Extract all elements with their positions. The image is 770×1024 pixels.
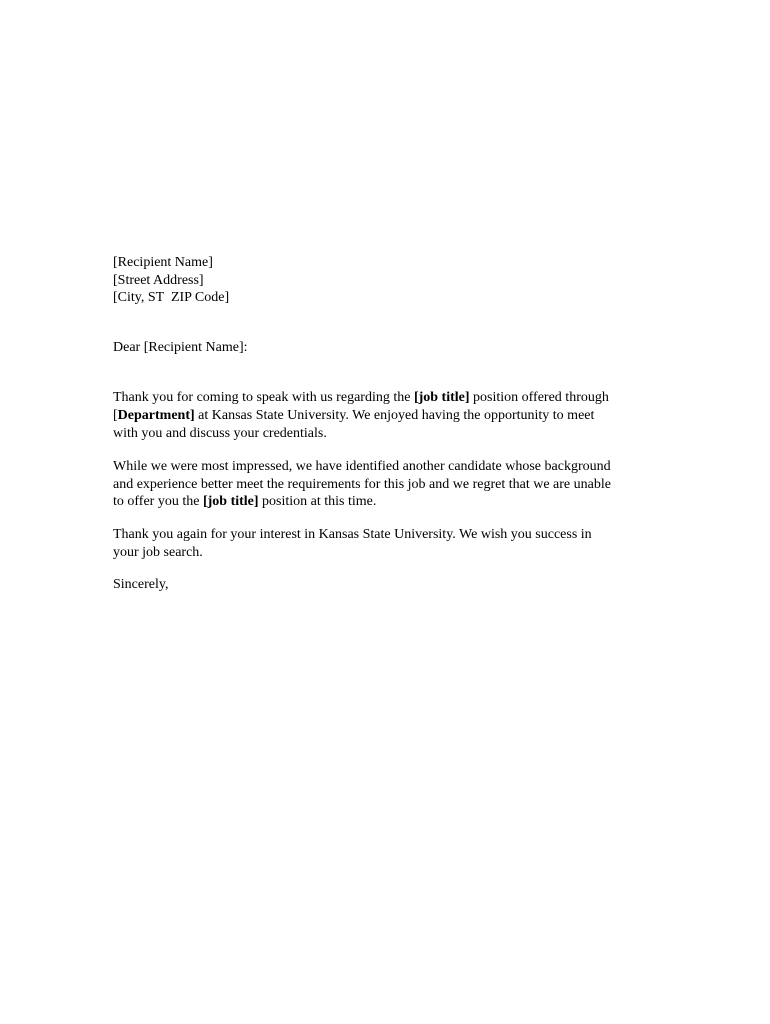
paragraph-line <box>113 493 658 511</box>
paragraph-line: and experience better meet the requirements for this job and we regret that we are unable <box>113 476 611 492</box>
text-run: position at this time. <box>258 494 377 510</box>
job-title-placeholder: [job title] <box>413 390 470 406</box>
text-run: Thank you for coming to speak with us regarding the <box>113 390 414 406</box>
department-placeholder: Department] <box>117 407 195 423</box>
text-run: at Kansas State University. We enjoyed having the opportunity to meet <box>194 407 595 423</box>
text-run: [ <box>113 407 118 423</box>
recipient-street-address: [Street Address] <box>113 272 204 288</box>
paragraph-closing-wishes <box>113 526 658 561</box>
paragraph-line <box>113 389 658 407</box>
salutation: Dear [Recipient Name]: <box>113 339 248 355</box>
paragraph-line: with you and discuss your credentials. <box>113 425 327 441</box>
text-run: to offer you the <box>113 494 203 510</box>
paragraph-line: Thank you again for your interest in Kansas State University. We wish you success in <box>113 526 592 542</box>
recipient-name: [Recipient Name] <box>113 255 213 270</box>
paragraph-line: While we were most impressed, we have identified another candidate whose background <box>113 459 611 475</box>
paragraph-line <box>113 407 658 425</box>
letter-body <box>113 254 658 594</box>
recipient-city-state-zip: [City, ST ZIP Code] <box>113 290 230 306</box>
job-title-placeholder: [job title] <box>202 494 259 510</box>
text-run: position offered through <box>469 390 609 406</box>
paragraph-line: your job search. <box>113 544 203 560</box>
paragraph-thank-you <box>113 389 658 442</box>
closing-sincerely: Sincerely, <box>113 577 169 593</box>
recipient-address-block <box>113 254 658 307</box>
paragraph-decision <box>113 458 658 511</box>
